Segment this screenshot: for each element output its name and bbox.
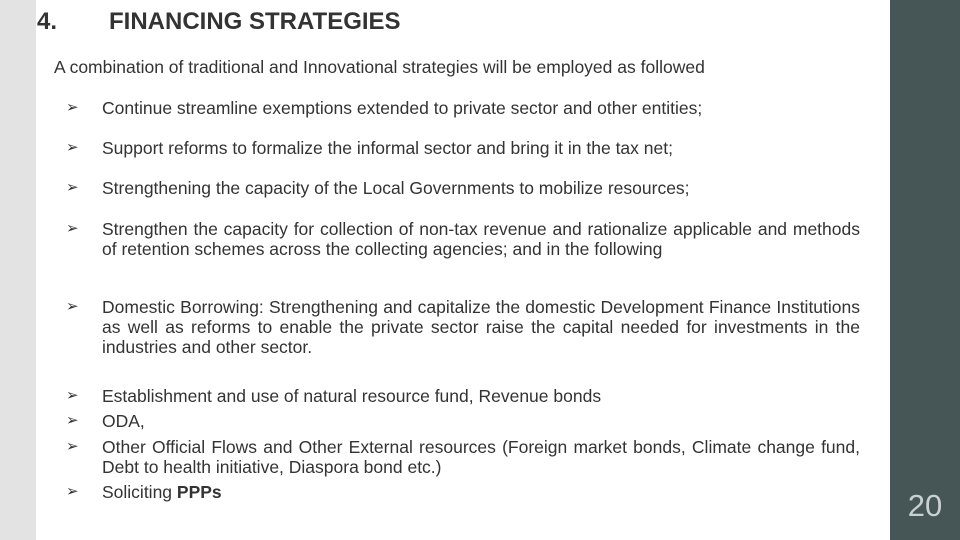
arrow-bullet-icon: ➢ bbox=[66, 438, 79, 455]
heading-number: 4. bbox=[37, 8, 58, 35]
arrow-bullet-icon: ➢ bbox=[66, 483, 79, 500]
arrow-bullet-icon: ➢ bbox=[66, 220, 79, 237]
arrow-bullet-icon: ➢ bbox=[66, 179, 79, 196]
page-title: FINANCING STRATEGIES bbox=[109, 8, 401, 35]
list-item-text: ODA, bbox=[102, 411, 145, 431]
right-sidebar-bar bbox=[890, 0, 960, 540]
arrow-bullet-icon: ➢ bbox=[66, 139, 79, 156]
arrow-bullet-icon: ➢ bbox=[66, 99, 79, 116]
list-item bbox=[66, 386, 860, 406]
list-item-text: Strengthen the capacity for collection of non-tax revenue and rationalize applicable and methods of retention schemes across the collecting agencies; and in the following bbox=[102, 219, 860, 259]
list-item-text: Support reforms to formalize the informal sector and bring it in the tax net; bbox=[102, 138, 673, 158]
list-item bbox=[66, 297, 860, 357]
list-item-text bbox=[102, 482, 860, 502]
arrow-bullet-icon: ➢ bbox=[66, 298, 79, 315]
list-item-text: Other Official Flows and Other External resources (Foreign market bonds, Climate change fund, Debt to health initiative, Diaspora bond etc.) bbox=[102, 437, 860, 477]
list-item-prefix: Soliciting bbox=[102, 482, 177, 502]
intro-text: A combination of traditional and Innovational strategies will be employed as followed bbox=[54, 57, 705, 77]
slide-number: 20 bbox=[907, 488, 943, 523]
list-item-text: Continue streamline exemptions extended to private sector and other entities; bbox=[102, 98, 703, 118]
arrow-bullet-icon: ➢ bbox=[66, 387, 79, 404]
list-item-text: Domestic Borrowing: Strengthening and capitalize the domestic Development Finance Institutions as well as reforms to enable the private sector raise the capital needed for investments in the industries and other sector. bbox=[102, 297, 860, 357]
list-item bbox=[66, 411, 860, 431]
list-item bbox=[66, 482, 860, 502]
left-decorative-strip bbox=[0, 0, 36, 540]
list-item-emphasis: PPPs bbox=[176, 482, 222, 502]
list-item bbox=[66, 437, 860, 477]
list-item bbox=[66, 138, 860, 158]
list-item bbox=[66, 219, 860, 259]
list-item-text: Strengthening the capacity of the Local Governments to mobilize resources; bbox=[102, 178, 690, 198]
list-item bbox=[66, 98, 860, 118]
list-item-text: Establishment and use of natural resource fund, Revenue bonds bbox=[102, 386, 602, 406]
arrow-bullet-icon: ➢ bbox=[66, 412, 79, 429]
list-item bbox=[66, 178, 860, 198]
